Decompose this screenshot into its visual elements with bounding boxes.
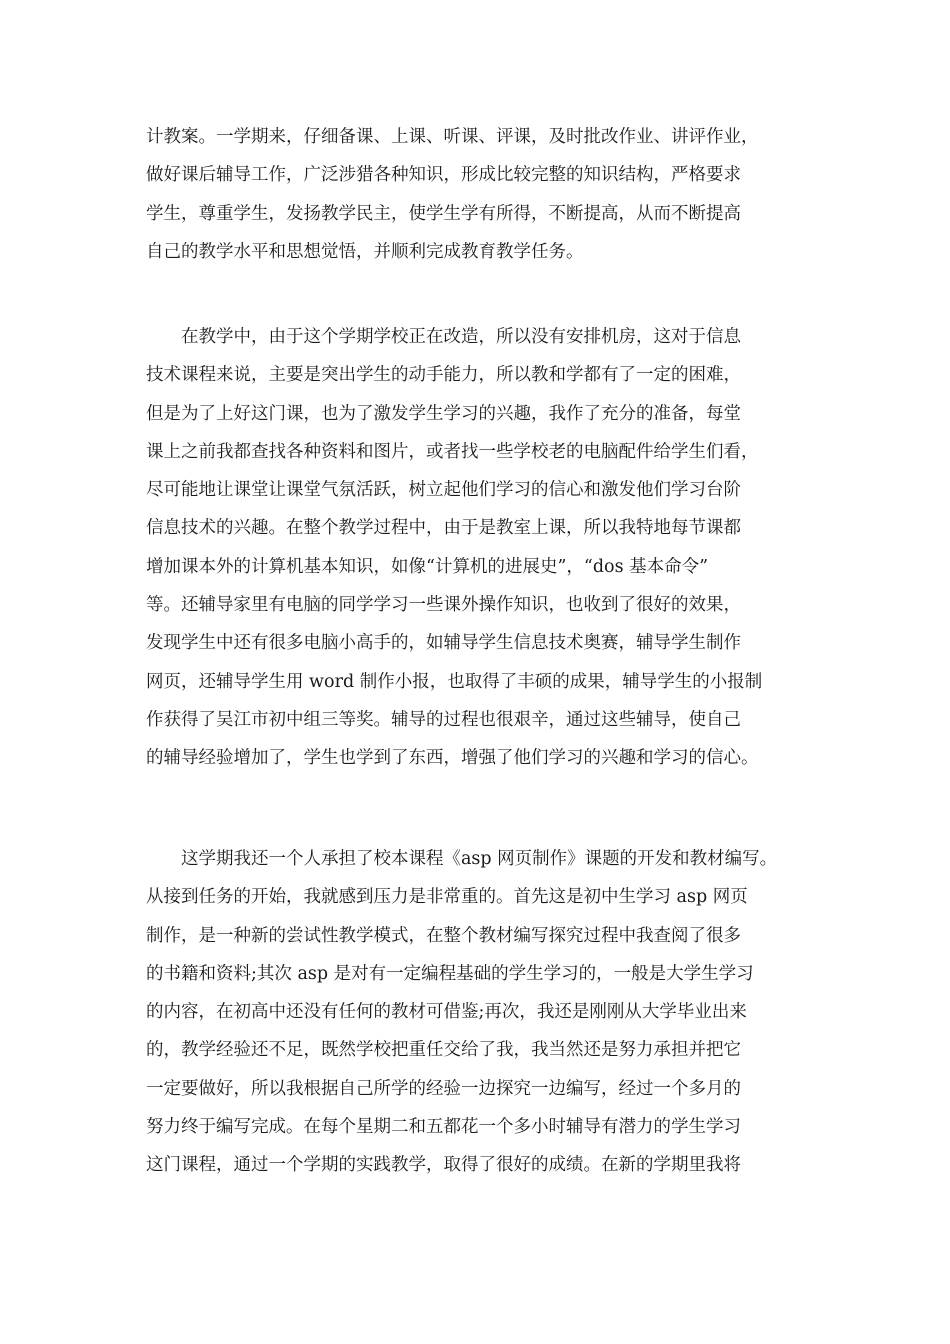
text-line: 网页，还辅导学生用 word 制作小报，也取得了丰硕的成果，辅导学生的小报制 (146, 671, 763, 692)
text-line: 学生，尊重学生，发扬教学民主，使学生学有所得，不断提高，从而不断提高 (146, 203, 741, 224)
paragraph-1 (146, 118, 846, 271)
text-line: 的辅导经验增加了，学生也学到了东西，增强了他们学习的兴趣和学习的信心。 (146, 748, 759, 769)
text-line: 自己的教学水平和思想觉悟，并顺利完成教育教学任务。 (146, 241, 584, 262)
text-line: 发现学生中还有很多电脑小高手的，如辅导学生信息技术奥赛，辅导学生制作 (146, 633, 741, 654)
text-line: 技术课程来说，主要是突出学生的动手能力，所以教和学都有了一定的困难， (146, 365, 741, 386)
text-line: 尽可能地让课堂让课堂气氛活跃，树立起他们学习的信心和激发他们学习台阶 (146, 480, 741, 501)
text-line: 计教案。一学期来，仔细备课、上课、听课、评课，及时批改作业、讲评作业， (146, 127, 759, 147)
text-line: 的内容，在初高中还没有任何的教材可借鉴;再次，我还是刚刚从大学毕业出来 (146, 1002, 747, 1023)
text-line: 等。还辅导家里有电脑的同学学习一些课外操作知识，也收到了很好的效果， (146, 595, 741, 616)
text-line: 一定要做好，所以我根据自己所学的经验一边探究一边编写，经过一个多月的 (146, 1078, 741, 1099)
text-line: 的书籍和资料;其次 asp 是对有一定编程基础的学生学习的，一般是大学生学习 (146, 963, 754, 984)
text-line: 信息技术的兴趣。在整个教学过程中，由于是教室上课，所以我特地每节课都 (146, 518, 741, 539)
text-line: 努力终于编写完成。在每个星期二和五都花一个多小时辅导有潜力的学生学习 (146, 1117, 741, 1138)
text-line: 但是为了上好这门课，也为了激发学生学习的兴趣，我作了充分的准备，每堂 (146, 403, 741, 424)
text-line: 在教学中，由于这个学期学校正在改造，所以没有安排机房，这对于信息 (146, 327, 741, 347)
text-line: 制作，是一种新的尝试性教学模式，在整个教材编写探究过程中我查阅了很多 (146, 925, 741, 946)
text-line: 作获得了吴江市初中组三等奖。辅导的过程也很艰辛，通过这些辅导，使自己 (146, 709, 741, 730)
paragraph-3 (146, 840, 846, 1185)
text-line: 从接到任务的开始，我就感到压力是非常重的。首先这是初中生学习 asp 网页 (146, 887, 748, 908)
text-line: 的，教学经验还不足，既然学校把重任交给了我，我当然还是努力承担并把它 (146, 1040, 741, 1061)
text-line: 课上之前我都查找各种资料和图片，或者找一些学校老的电脑配件给学生们看， (146, 441, 759, 462)
paragraph-2 (146, 318, 846, 778)
text-line: 做好课后辅导工作，广泛涉猎各种知识，形成比较完整的知识结构，严格要求 (146, 165, 741, 186)
text-line: 增加课本外的计算机基本知识，如像“计算机的进展史”，“dos 基本命令” (146, 556, 709, 577)
text-line: 这学期我还一个人承担了校本课程《asp 网页制作》课题的开发和教材编写。 (146, 849, 778, 869)
text-line: 这门课程，通过一个学期的实践教学，取得了很好的成绩。在新的学期里我将 (146, 1155, 741, 1176)
